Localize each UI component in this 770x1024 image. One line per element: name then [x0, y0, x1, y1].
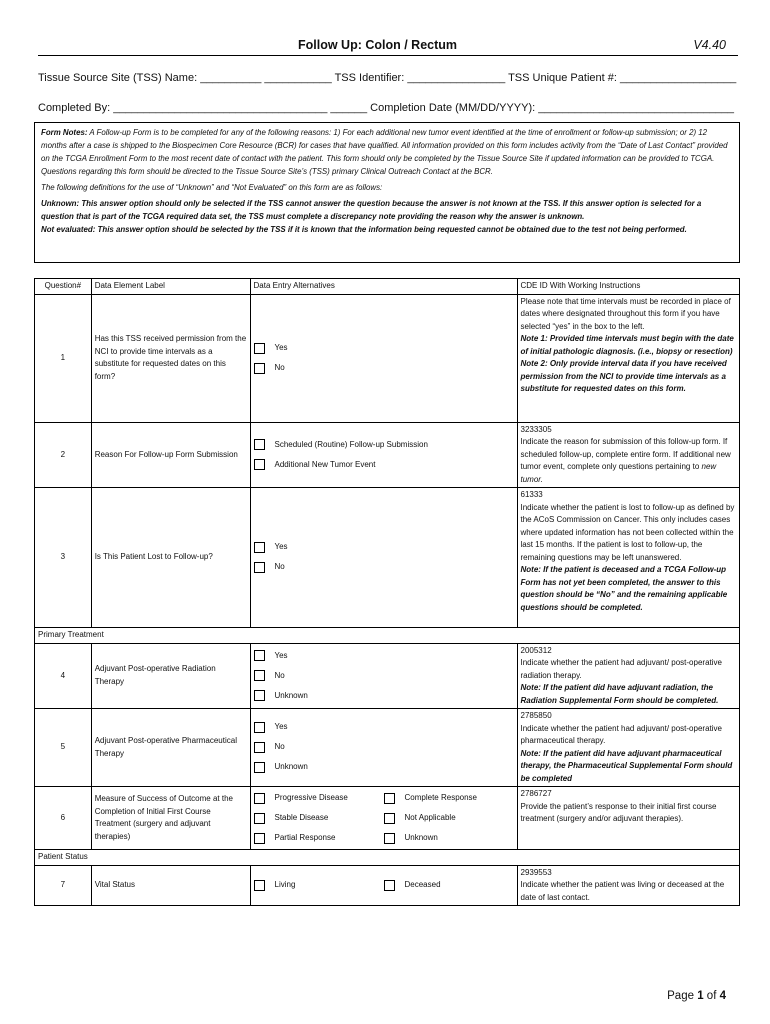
answer-options	[250, 422, 517, 488]
table-row	[35, 643, 740, 709]
table-row	[35, 294, 740, 422]
header-data-element: Data Element Label	[91, 279, 250, 295]
cde-instructions	[517, 488, 740, 628]
option-yes[interactable]	[254, 338, 514, 358]
option-label: Deceased	[404, 880, 441, 889]
cde-instructions	[517, 787, 740, 850]
answer-options	[250, 787, 517, 850]
instruction-note: Note: If the patient did have adjuvant pharmaceutical therapy, the Pharmaceutical Supplemental Form should be completed	[520, 748, 733, 783]
instruction-text: Indicate whether the patient is lost to follow-up as defined by the ACoS Commission on Cancer. This only includes cases where updated information has not been collected within the last 15 months. If the patient is lost to follow-up, the remaining questions may be left unanswered.	[520, 502, 735, 562]
completion-line[interactable]: Completed By: ___________________________________ ______ Completion Date (MM/DD/YYYY): ________________________________	[38, 102, 735, 114]
instruction-note-2: Note 2: Only provide interval data if you have received permission from the NCI to provide time intervals as a substitute for requested dates on this form.	[520, 359, 727, 393]
option-label: No	[274, 562, 285, 572]
instruction-text: Provide the patient’s response to their initial first course treatment (surgery and/or adjuvant therapies).	[520, 801, 717, 823]
checkbox[interactable]	[254, 363, 265, 374]
instruction-text: Please note that time intervals must be recorded in place of dates where designated throughout this form if you have selected “yes” in the box to the left.	[520, 296, 731, 331]
option-column-left	[254, 788, 384, 848]
table-row	[35, 422, 740, 488]
option-columns	[254, 875, 514, 895]
option-not-applicable[interactable]	[384, 808, 514, 828]
option-no[interactable]	[254, 666, 514, 686]
option-label: Yes	[274, 542, 288, 552]
option-columns	[254, 788, 514, 848]
question-number: 4	[35, 643, 92, 709]
table-row	[35, 709, 740, 787]
option-progressive[interactable]	[254, 788, 384, 808]
checkbox[interactable]	[254, 833, 265, 844]
cde-instructions	[517, 865, 740, 906]
option-no[interactable]	[254, 738, 514, 758]
option-label: Partial Response	[274, 832, 336, 842]
checkbox[interactable]	[254, 343, 265, 354]
checkbox[interactable]	[254, 650, 265, 661]
question-table	[34, 278, 740, 906]
question-label: Measure of Success of Outcome at the Completion of Initial First Course Treatment (surgery and adjuvant therapies)	[91, 787, 250, 850]
option-new-tumor[interactable]	[254, 455, 514, 475]
form-notes	[41, 126, 733, 178]
cde-id: 3233305	[520, 424, 552, 434]
option-label: Unknown	[274, 690, 308, 700]
option-label: Yes	[274, 650, 288, 660]
unknown-definition: Unknown: This answer option should only be selected if the TSS cannot answer the question because the answer is not known at the TSS. If this answer option is selected for a question that is part of the TCGA required data set, the TSS must complete a discrepancy note providing the reason why the answer is unknown.	[41, 199, 702, 221]
header-cde-instructions: CDE ID With Working Instructions	[517, 279, 740, 295]
option-label: Unknown	[274, 762, 308, 772]
question-number: 5	[35, 709, 92, 787]
option-column-left	[254, 875, 384, 895]
checkbox[interactable]	[254, 880, 265, 891]
option-label: Yes	[274, 722, 288, 732]
tss-identification-line[interactable]: Tissue Source Site (TSS) Name: __________ ___________ TSS Identifier: ________________ TSS Unique Patient #: ___________________	[38, 72, 737, 84]
option-column-right	[384, 788, 514, 848]
instruction-note: Note: If the patient is deceased and a TCGA Follow-up Form has not yet been completed, the answer to this question should be “No” and the remaining applicable questions should be completed.	[520, 565, 728, 612]
question-number: 2	[35, 422, 92, 488]
question-label: Adjuvant Post-operative Radiation Therapy	[91, 643, 250, 709]
question-number: 6	[35, 787, 92, 850]
form-version: V4.40	[693, 38, 726, 52]
checkbox[interactable]	[254, 762, 265, 773]
question-label: Reason For Follow-up Form Submission	[91, 422, 250, 488]
option-label: Progressive Disease	[274, 792, 348, 802]
option-no[interactable]	[254, 358, 514, 378]
option-partial[interactable]	[254, 828, 384, 848]
option-label: No	[274, 742, 285, 752]
section-label: Patient Status	[35, 850, 740, 866]
header-question-num: Question#	[35, 279, 92, 295]
table-row	[35, 787, 740, 850]
cde-id: 2005312	[520, 645, 552, 655]
title-row	[38, 38, 738, 56]
instruction-note: Note: If the patient did have adjuvant radiation, the Radiation Supplemental Form should be completed.	[520, 683, 719, 705]
cde-instructions	[517, 709, 740, 787]
page-of: of	[703, 990, 720, 1002]
checkbox[interactable]	[254, 722, 265, 733]
form-title: Follow Up: Colon / Rectum	[298, 38, 458, 52]
option-label: Stable Disease	[274, 812, 329, 822]
checkbox[interactable]	[254, 742, 265, 753]
header-entry-alternatives: Data Entry Alternatives	[250, 279, 517, 295]
section-row-patient-status	[35, 850, 740, 866]
instruction-text: Indicate whether the patient had adjuvant/ post-operative pharmaceutical therapy.	[520, 723, 722, 745]
instruction-text: Indicate whether the patient was living or deceased at the date of last contact.	[520, 880, 725, 902]
question-number: 7	[35, 865, 92, 906]
option-unknown[interactable]	[254, 686, 514, 706]
option-label: Scheduled (Routine) Follow-up Submission	[274, 439, 428, 449]
definitions-intro: The following definitions for the use of “Unknown” and “Not Evaluated” on this form are as follows:	[41, 183, 383, 192]
checkbox[interactable]	[254, 459, 265, 470]
form-notes-box	[34, 122, 740, 263]
cde-id: 2785850	[520, 711, 552, 720]
checkbox[interactable]	[384, 793, 395, 804]
option-label: Unknown	[404, 832, 438, 842]
option-stable[interactable]	[254, 808, 384, 828]
cde-instructions	[517, 643, 740, 709]
checkbox[interactable]	[384, 880, 395, 891]
option-yes[interactable]	[254, 646, 514, 666]
form-notes-label: Form Notes:	[41, 128, 88, 137]
option-complete[interactable]	[384, 788, 514, 808]
page-current: 1	[697, 990, 704, 1002]
option-label: Additional New Tumor Event	[274, 459, 376, 469]
instruction-text	[521, 436, 737, 486]
question-number: 1	[35, 294, 92, 422]
question-label: Vital Status	[91, 865, 250, 906]
option-label: No	[274, 670, 285, 680]
checkbox[interactable]	[254, 562, 265, 573]
page-number	[667, 990, 726, 1002]
page-total: 4	[719, 990, 726, 1002]
option-yes[interactable]	[254, 538, 514, 558]
option-label: Not Applicable	[404, 812, 456, 822]
question-label: Has this TSS received permission from the NCI to provide time intervals as a substitute for requested dates on this form?	[91, 294, 250, 422]
cde-instructions	[517, 422, 740, 488]
instruction-note-1: Note 1: Provided time intervals must begin with the date of initial pathologic diagnosis. (i.e., biopsy or resection)	[520, 334, 734, 356]
option-label: No	[274, 362, 285, 372]
checkbox[interactable]	[384, 833, 395, 844]
option-column-right	[384, 875, 514, 895]
checkbox[interactable]	[384, 813, 395, 824]
option-living[interactable]	[254, 875, 384, 895]
option-label: Living	[274, 880, 296, 889]
section-label: Primary Treatment	[35, 628, 740, 644]
option-unknown[interactable]	[384, 828, 514, 848]
cde-id: 2939553	[520, 867, 552, 877]
cde-instructions	[517, 294, 740, 422]
instruction-italic: new tumor.	[520, 462, 717, 484]
option-label: Yes	[274, 342, 288, 352]
answer-options	[250, 643, 517, 709]
page-prefix: Page	[667, 990, 698, 1002]
checkbox[interactable]	[254, 670, 265, 681]
option-deceased[interactable]	[384, 875, 514, 895]
question-label: Adjuvant Post-operative Pharmaceutical Therapy	[91, 709, 250, 787]
answer-options	[250, 294, 517, 422]
option-unknown[interactable]	[254, 758, 514, 778]
option-yes[interactable]	[254, 718, 514, 738]
not-evaluated-definition: Not evaluated: This answer option should be selected by the TSS if it is known that the information being requested cannot be obtained due to the test not being performed.	[41, 225, 687, 234]
section-row-primary-treatment	[35, 628, 740, 644]
answer-options	[250, 865, 517, 906]
question-label: Is This Patient Lost to Follow-up?	[91, 488, 250, 628]
form-notes-text: A Follow-up Form is to be completed for any of the following reasons: 1) For each additional new tumor event identified at the time of enrollment or follow-up submission; or 2) 12 months after a case is shipped to the Biospecimen Core Resource (BCR) for cases that have qualified. All information provided on this form includes activity from the “Date of Last Contact” provided on the TCGA Enrollment Form to the most recent date of contact with the patient. This form should only be completed by the Tissue Source Site if updated information can be provided to TCGA. Questions regarding this form should be directed to the Tissue Source Site’s (TSS) primary Clinical Outreach Contact at the BCR.	[41, 128, 728, 176]
table-row	[35, 488, 740, 628]
checkbox[interactable]	[254, 813, 265, 824]
cde-id: 2786727	[520, 789, 552, 798]
instruction-text: Indicate whether the patient had adjuvant/ post-operative radiation therapy.	[520, 658, 722, 680]
checkbox[interactable]	[254, 793, 265, 804]
table-header-row	[35, 279, 740, 295]
instruction-plain: Indicate the reason for submission of this follow-up form. If scheduled follow-up, complete entire form. If additional new tumor event, complete only questions pertaining to	[520, 437, 731, 471]
option-scheduled[interactable]	[254, 435, 514, 455]
answer-options	[250, 488, 517, 628]
table-row	[35, 865, 740, 906]
cde-id: 61333	[520, 490, 543, 499]
checkbox[interactable]	[254, 439, 265, 450]
checkbox[interactable]	[254, 542, 265, 553]
question-number: 3	[35, 488, 92, 628]
option-label: Complete Response	[404, 792, 477, 802]
checkbox[interactable]	[254, 690, 265, 701]
option-no[interactable]	[254, 558, 514, 578]
answer-options	[250, 709, 517, 787]
